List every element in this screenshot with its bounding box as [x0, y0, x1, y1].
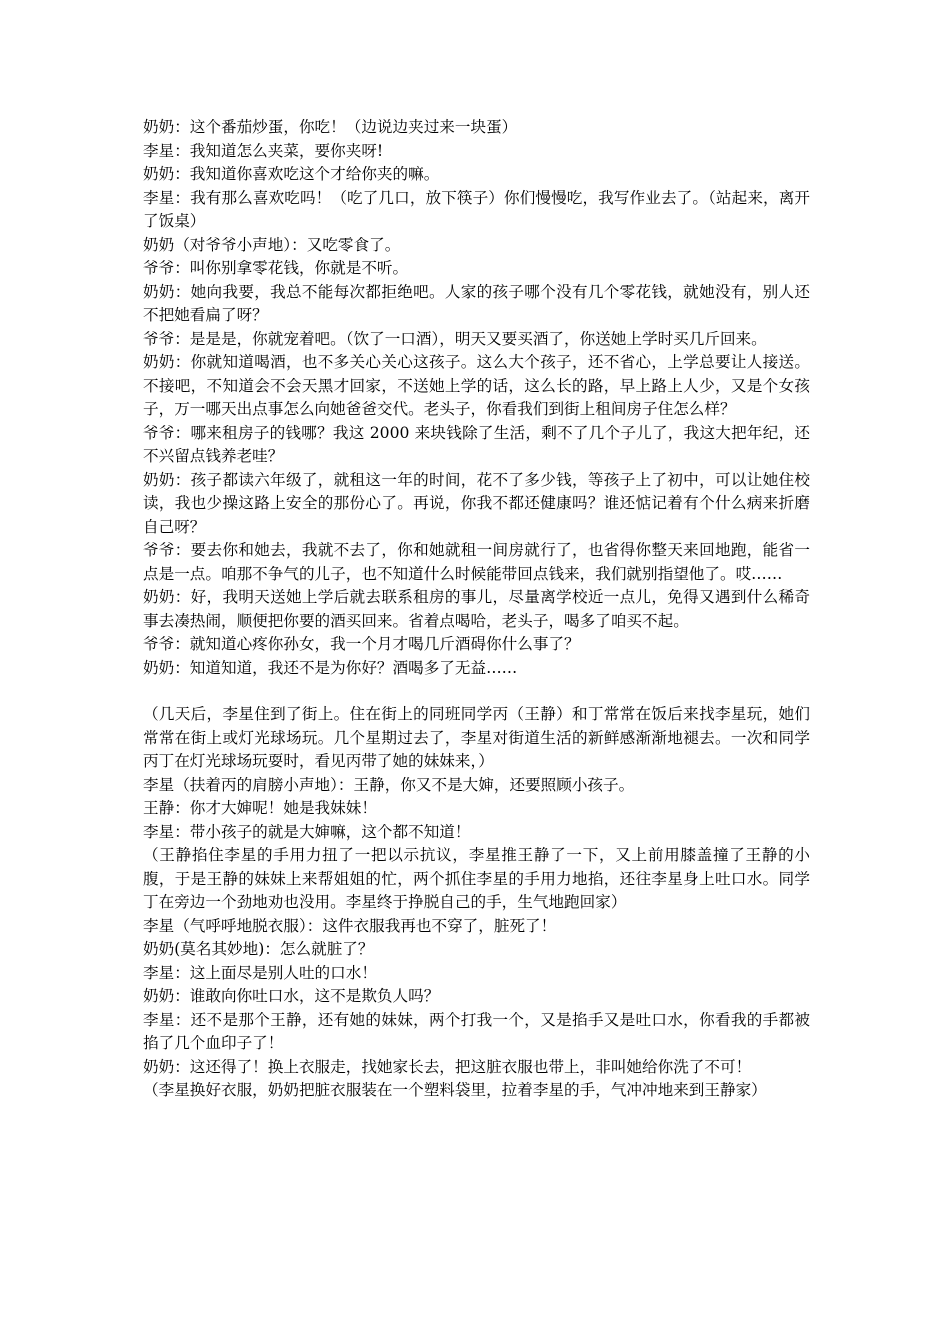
dialogue-line: 奶奶（对爷爷小声地）：又吃零食了。	[143, 235, 401, 254]
dialogue-line: 爷爷：要去你和她去，我就不去了，你和她就租一间房就行了，也省得你整天来回地跑，能省一点是一点。咱那不争气的儿子，也不知道什么时候能带回点钱来，我们就别指望他了。哎……	[143, 541, 810, 583]
dialogue-line: 奶奶：好，我明天送她上学后就去联系租房的事儿，尽量离学校近一点儿，免得又遇到什么稀奇事去凑热闹，顺便把你要的酒买回来。省着点喝哈，老头子，喝多了咱买不起。	[143, 588, 810, 630]
document-page	[143, 116, 810, 1103]
dialogue-line: 李星：带小孩子的就是大婶嘛，这个都不知道！	[143, 822, 471, 841]
dialogue-line: 奶奶：孩子都读六年级了，就租这一年的时间，花不了多少钱，等孩子上了初中，可以让她住校读，我也少操这路上安全的那份心了。再说，你我不都还健康吗？谁还惦记着有个什么病来折磨自己呀？	[143, 470, 810, 536]
dialogue-section-2	[143, 703, 810, 1103]
stage-direction: （几天后，李星住到了街上。住在街上的同班同学丙（王静）和丁常常在饭后来找李星玩，她们常常在街上或灯光球场玩。几个星期过去了，李星对街道生活的新鲜感渐渐地褪去。一次和同学丙丁在灯光球场玩耍时，看见丙带了她的妹妹来，）	[143, 705, 810, 770]
dialogue-line: 李星（扶着丙的肩膀小声地）：王静，你又不是大婶，还要照顾小孩子。	[143, 775, 635, 794]
dialogue-line: 爷爷：叫你别拿零花钱，你就是不听。	[143, 259, 409, 277]
dialogue-line: 爷爷：是是是，你就宠着吧。（饮了一口酒），明天又要买酒了，你送她上学时买几斤回来。	[143, 329, 767, 348]
dialogue-line: 爷爷：就知道心疼你孙女，我一个月才喝几斤酒碍你什么事了？	[143, 635, 580, 653]
dialogue-line: 奶奶：这个番茄炒蛋，你吃！（边说边夹过来一块蛋）	[143, 118, 518, 136]
stage-direction: （王静掐住李星的手用力扭了一把以示抗议，李星推王静了一下，又上前用膝盖撞了王静的小腹，于是王静的妹妹上来帮姐姐的忙，两个抓住李星的手用力地掐，还往李星身上吐口水。同学丁在旁边一个劲地劝也没用。李星终于挣脱自己的手，生气地跑回家）	[143, 846, 810, 911]
dialogue-line: 李星：这上面尽是别人吐的口水！	[143, 963, 377, 982]
dialogue-line: 奶奶：我知道你喜欢吃这个才给你夹的嘛。	[143, 165, 440, 183]
dialogue-line: 奶奶：她向我要，我总不能每次都拒绝吧。人家的孩子哪个没有几个零花钱，就她没有，别人还不把她看扁了呀？	[143, 282, 810, 324]
dialogue-line: 奶奶：谁敢向你吐口水，这不是欺负人吗？	[143, 987, 440, 1005]
dialogue-section-1	[143, 116, 810, 680]
dialogue-line: 李星：我知道怎么夹菜，要你夹呀!	[143, 141, 384, 160]
stage-direction: （李星换好衣服，奶奶把脏衣服装在一个塑料袋里，拉着李星的手，气冲冲地来到王静家）	[143, 1081, 767, 1099]
dialogue-line: 李星：我有那么喜欢吃吗！（吃了几口，放下筷子）你们慢慢吃，我写作业去了。（站起来，离开了饭桌）	[143, 188, 810, 230]
dialogue-line: 奶奶：你就知道喝酒，也不多关心关心这孩子。这么大个孩子，还不省心，上学总要让人接送。不接吧，不知道会不会天黑才回家，不送她上学的话，这么长的路，早上路上人少，又是个女孩子，万一哪天出点事怎么向她爸爸交代。老头子，你看我们到街上租间房子住怎么样？	[143, 353, 810, 418]
dialogue-line: 奶奶：知道知道，我还不是为你好？酒喝多了无益……	[143, 658, 518, 677]
dialogue-line: 李星（气呼呼地脱衣服）：这件衣服我再也不穿了，脏死了！	[143, 916, 557, 935]
dialogue-line: 李星：还不是那个王静，还有她的妹妹，两个打我一个，又是掐手又是吐口水，你看我的手都被掐了几个血印子了！	[143, 1010, 810, 1052]
dialogue-line: 王静：你才大婶呢！她是我妹妹！	[143, 799, 377, 817]
dialogue-line: 奶奶(莫名其妙地)：怎么就脏了？	[143, 940, 374, 958]
dialogue-line: 爷爷：哪来租房子的钱哪？我这 2000 来块钱除了生活，剩不了几个子儿了，我这大把年纪，还不兴留点钱养老哇？	[143, 423, 810, 465]
section-spacer	[143, 680, 810, 703]
dialogue-line: 奶奶：这还得了！换上衣服走，找她家长去，把这脏衣服也带上，非叫她给你洗了不可！	[143, 1057, 752, 1076]
